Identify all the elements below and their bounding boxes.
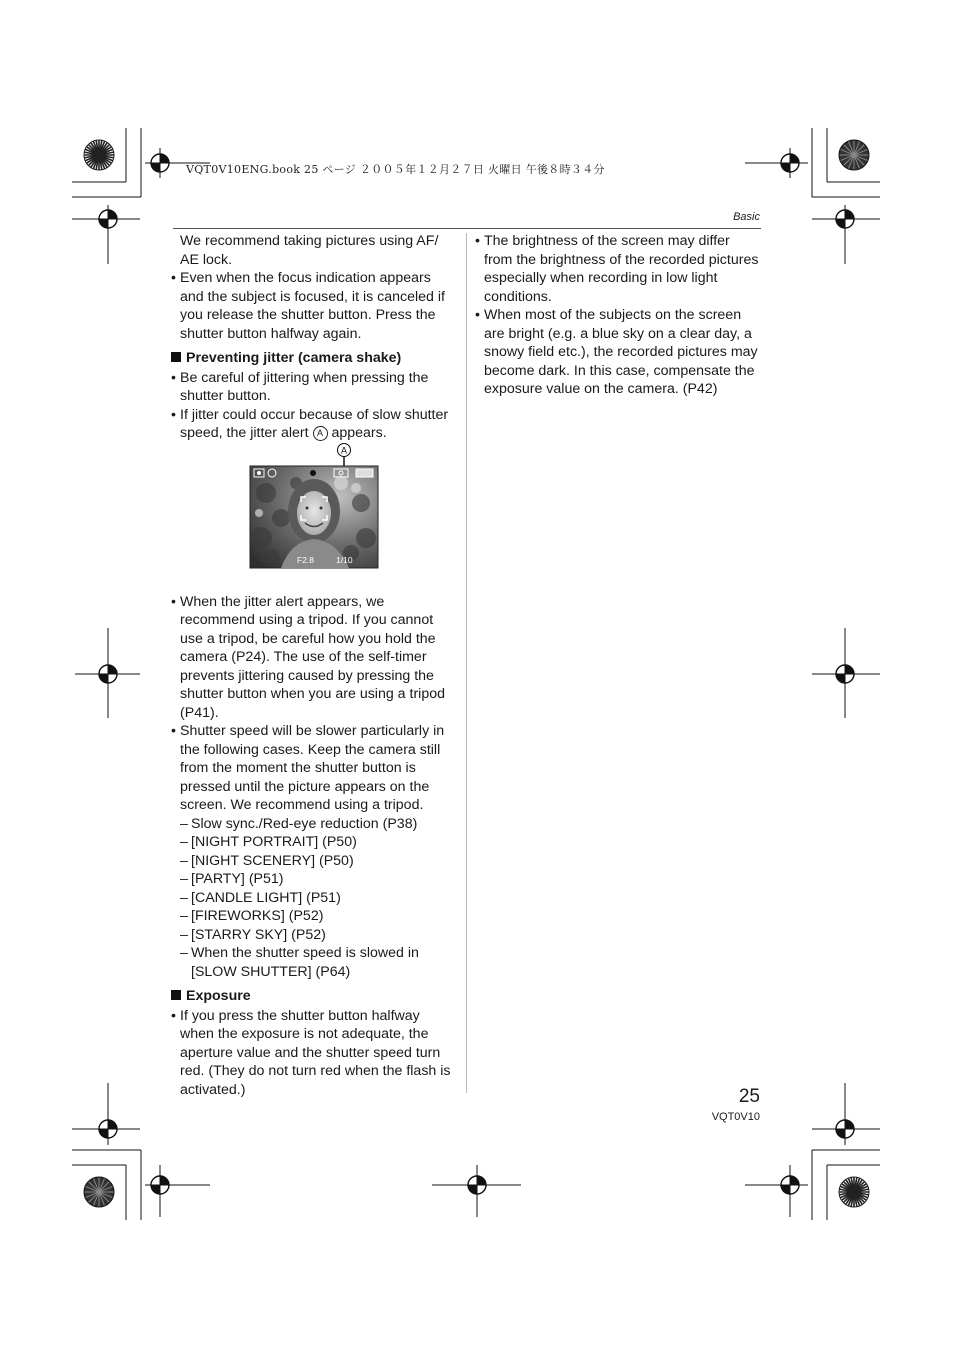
header-rule [173,228,761,229]
bullet-mark: • [171,1007,176,1024]
heading-text: Preventing jitter (camera shake) [186,350,402,366]
bullet-item [171,269,456,343]
dash-mark: – [180,889,188,906]
list-item [171,926,456,945]
camera-screen-figure [171,443,456,593]
bullet-mark: • [171,593,176,610]
bullet-text: When most of the subjects on the screen are bright (e.g. a blue sky on a clear day, a snowy field etc.), the recorded pictures may become dark. In this case, compensate the exposure value on the camera. (P42) [484,307,758,397]
print-job-header: VQT0V10ENG.book 25 ページ ２００５年１２月２７日 火曜日 午後８時３４分 [186,163,605,176]
section-label: Basic [733,211,760,223]
callout-letter: A [340,445,348,455]
list-item [171,870,456,889]
right-column [475,232,760,399]
aperture-readout: F2.8 [297,554,315,565]
bullet-item [475,232,760,306]
section-heading-jitter [171,349,456,368]
bullet-text: The brightness of the screen may differ from the brightness of the recorded pictures especially when recording in low light conditions. [484,233,759,305]
square-bullet-icon [171,990,181,1000]
list-item [171,907,456,926]
dash-mark: – [180,815,188,832]
dash-mark: – [180,945,188,961]
list-item [171,815,456,834]
shutter-readout: 1/10 [336,554,353,565]
bullet-text: Even when the focus indication appears and the subject is focused, it is canceled if you release the shutter button. Press the shutter button halfway again. [180,270,445,342]
bullet-text: When the jitter alert appears, we recommend using a tripod. If you cannot use a tripod, be careful how you hold the camera (P24). The use of the self-timer prevents jittering caused by pressing the shutter button when you are using a tripod (P41). [180,593,446,721]
document-code: VQT0V10 [711,1111,760,1123]
list-item [171,889,456,908]
list-item-text: [FIREWORKS] (P52) [191,908,324,924]
list-item-text: [NIGHT SCENERY] (P50) [191,852,354,869]
battery-icon [356,469,373,477]
bullet-item [171,593,456,723]
bullet-item [475,306,760,399]
focus-indicator-icon [310,470,316,476]
intro-text: We recommend taking pictures using AF/ AE lock. [180,233,439,268]
bullet-text: If you press the shutter button halfway when the exposure is not adequate, the aperture value and the shutter speed turn red. (They do not turn red when the flash is activated.) [180,1007,451,1098]
bullet-mark: • [475,307,480,323]
left-column [171,232,456,1099]
bullet-item [171,406,456,443]
bullet-mark: • [171,369,176,386]
list-item-text: [NIGHT PORTRAIT] (P50) [191,834,357,850]
list-item [171,833,456,852]
bullet-mark: • [171,723,176,739]
heading-text: Exposure [186,988,251,1004]
bullet-mark: • [171,406,176,423]
dash-mark: – [180,908,188,924]
section-heading-exposure [171,987,456,1006]
bullet-text: Be careful of jittering when pressing the shutter button. [180,369,429,404]
bullet-mark: • [171,270,176,286]
list-item-text: [CANDLE LIGHT] (P51) [191,889,341,906]
list-item-text: [PARTY] (P51) [191,871,284,887]
list-item-text: When the shutter speed is slowed in [SLOW SHUTTER] (P64) [191,945,419,980]
dash-mark: – [180,834,188,850]
list-item-text: [STARRY SKY] (P52) [191,926,326,943]
bullet-item [171,722,456,815]
bullet-text: Shutter speed will be slower particularly in the following cases. Keep the camera still from the moment the shutter button is pressed until the picture appears on the screen. We recommend using a tripod. [180,723,445,813]
dash-mark: – [180,871,188,887]
page-number: 25 [738,1086,760,1107]
camera-lcd-photo [171,443,456,593]
bullet-text-end: appears. [331,425,387,441]
list-item [171,944,456,981]
bullet-text: If jitter could occur because of slow shutter speed, the jitter alert [180,406,449,441]
bullet-item [171,1007,456,1100]
dash-mark: – [180,852,188,869]
bullet-mark: • [475,233,480,249]
dash-mark: – [180,926,188,943]
bullet-item [171,369,456,406]
list-item [171,852,456,871]
column-divider [466,233,467,1093]
square-bullet-icon [171,352,181,362]
jitter-alert-marker: A [313,426,328,441]
list-item-text: Slow sync./Red-eye reduction (P38) [191,815,418,832]
